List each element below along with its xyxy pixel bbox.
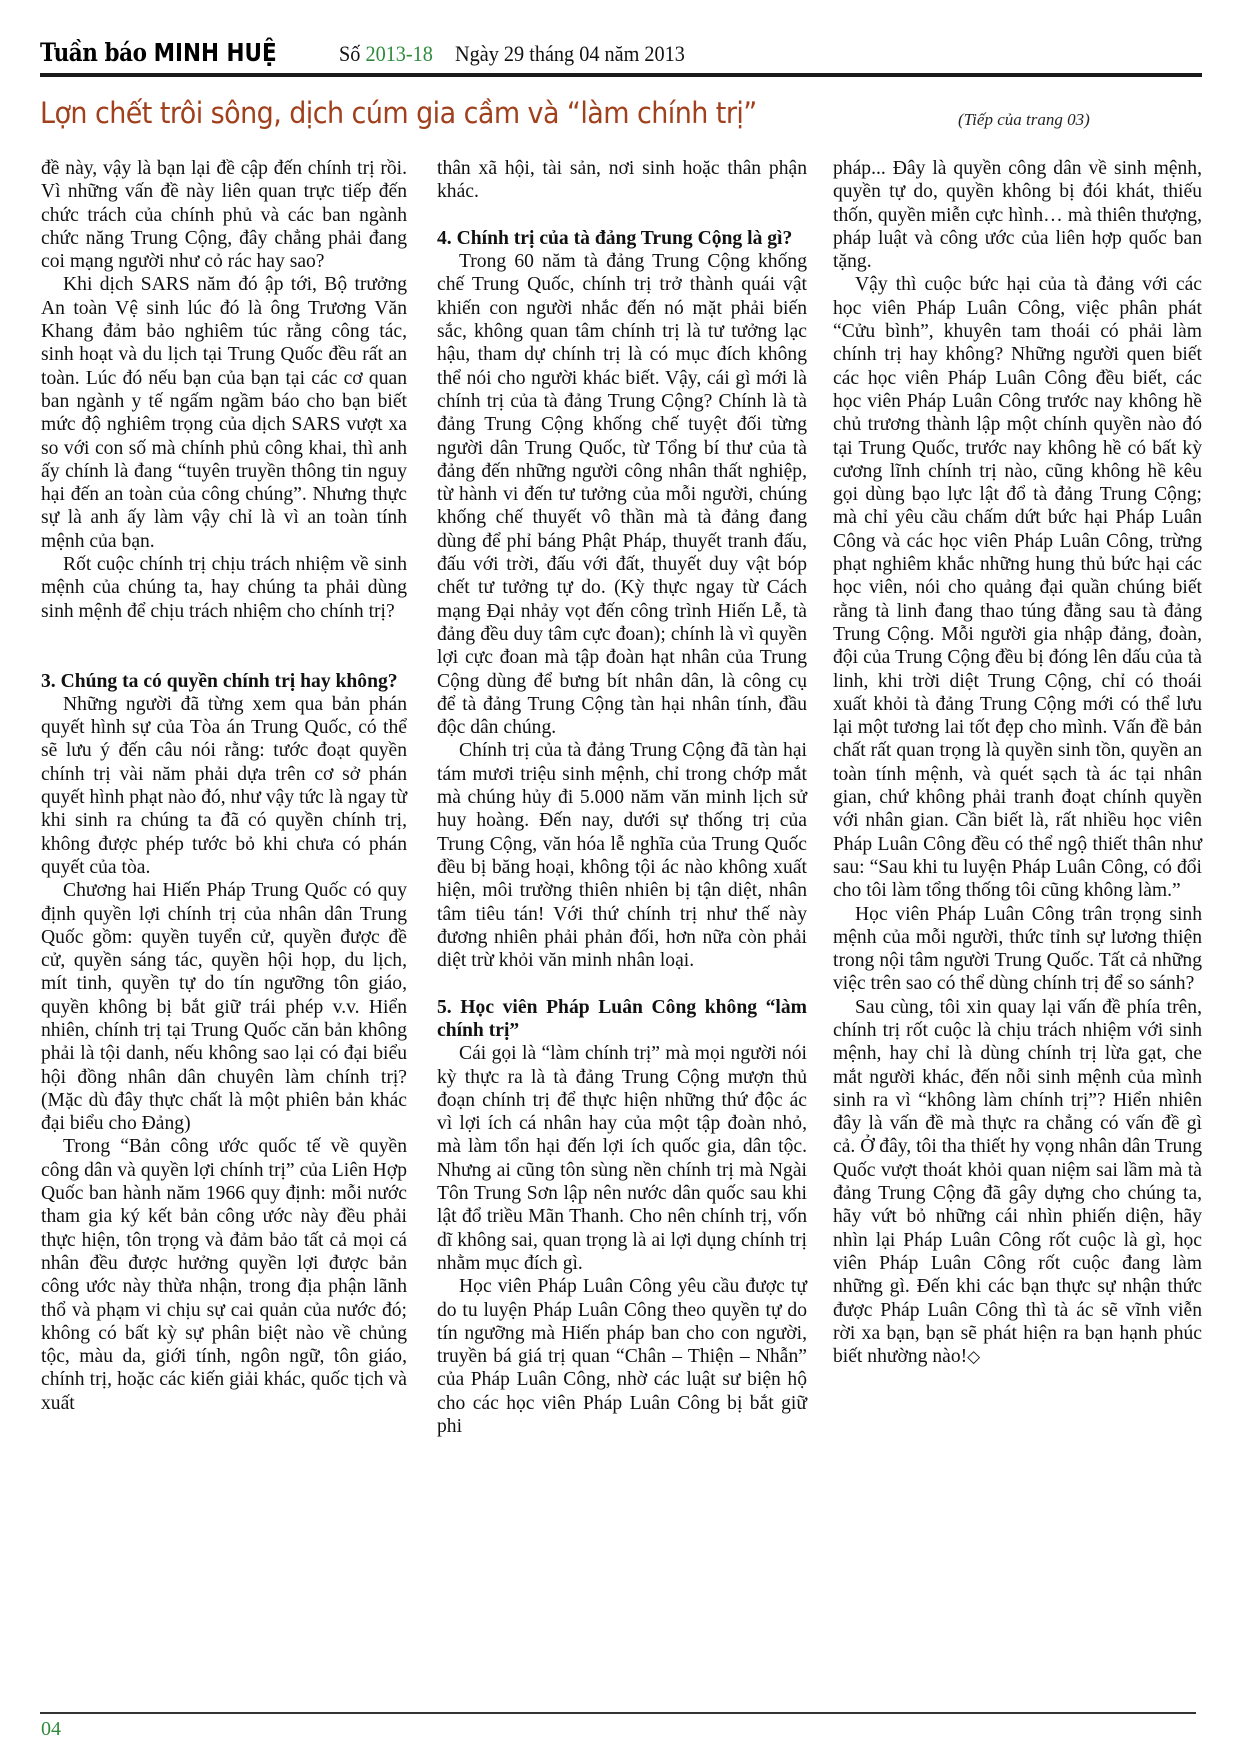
paper-brand: MINH HUỆ xyxy=(153,38,277,67)
paragraph: Trong 60 năm tà đảng Trung Cộng khống chế Trung Quốc, chính trị trở thành quái vật khiến con người nhắc đến nó mặt phải biến sắc, không quan tâm chính trị là tư tưởng lạc hậu, tham dự chính trị là có mục đích không thể nói cho người khác biết. Vậy, cái gì mới là chính trị của tà đảng Trung Cộng? Chính là tà đảng Trung Cộng khống chế tuyệt đối từng người dân Trung Quốc, từ Tổng bí thư của tà đảng đến những người công nhân thất nghiệp, từ hành vi đến tư tưởng của mỗi người, chúng khống chế thuyết vô thần mà tà đảng đang dùng để phỉ báng Phật Pháp, thuyết tranh đấu, đấu với trời, đấu với đất, thuyết duy vật bóp chết tư tưởng tự do. (Kỳ thực ngay từ Cách mạng Đại nhảy vọt đến công trình Hiến Lễ, tà đảng đều duy tâm cực đoan); chính là vì quyền lợi cực đoan mà tập đoàn hạt nhân của Trung Cộng dùng để bưng bít nhân dân, là công cụ để tà đảng Trung Cộng tàn hại nhân tính, đầu độc dân chúng. xyxy=(437,251,807,739)
spacer xyxy=(41,646,407,669)
column-3 xyxy=(833,157,1202,1369)
masthead xyxy=(40,38,1200,78)
paragraph: Cái gọi là “làm chính trị” mà mọi người nói kỳ thực ra là tà đảng Trung Cộng mượn thủ đoạn chính trị để thực hiện những thứ độc ác vì lợi ích cá nhân hay của một tập đoàn nhỏ, mà làm tổn hại đến lợi ích quốc gia, dân tộc. Nhưng ai cũng tôn sùng nền chính trị mà Ngài Tôn Trung Sơn lập nên nước dân quốc sau khi lật đổ triều Mãn Thanh. Cho nên chính trị, vốn dĩ không sai, quan trọng là ai lợi dụng chính trị nhằm mục đích gì. xyxy=(437,1043,807,1274)
paragraph: pháp... Đây là quyền công dân về sinh mệnh, quyền tự do, quyền không bị đói khát, thiếu thốn, quyền miễn cực hình… mà thiên thượng, pháp luật và công ước của liên hợp quốc ban tặng. xyxy=(833,158,1202,273)
paragraph: Học viên Pháp Luân Công yêu cầu được tự do tu luyện Pháp Luân Công theo quyền tự do tín ngưỡng mà Hiến pháp ban cho con người, truyền bá giá trị quan “Chân – Thiện – Nhẫn” của Pháp Luân Công, nhờ các luật sư biện hộ cho các học viên Pháp Luân Công bị bắt giữ phi xyxy=(437,1276,807,1438)
footer-rule xyxy=(437,1712,829,1714)
paragraph: Học viên Pháp Luân Công trân trọng sinh mệnh của mỗi người, thức tỉnh sự lương thiện trong nội tâm người Trung Quốc. Tất cả những việc trên sao có thể dùng chính trị để so sánh? xyxy=(833,903,1202,995)
article-title-row xyxy=(40,96,1200,142)
column-2 xyxy=(437,157,807,1438)
paper-name xyxy=(40,38,277,67)
article-title: Lợn chết trôi sông, dịch cúm gia cầm và “làm chính trị” xyxy=(40,96,757,130)
spacer xyxy=(437,972,807,995)
continued-from-note: (Tiếp của trang 03) xyxy=(958,110,1090,129)
issue-date: Ngày 29 tháng 04 năm 2013 xyxy=(455,41,686,66)
paragraph: Rốt cuộc chính trị chịu trách nhiệm về sinh mệnh của chúng ta, hay chúng ta phải dùng sinh mệnh để chịu trách nhiệm cho chính trị? xyxy=(41,554,407,622)
paragraph: đề này, vậy là bạn lại đề cập đến chính trị rồi. Vì những vấn đề này liên quan trực tiếp đến chức trách của chính phủ và các ban ngành chức năng Trung Cộng, đây chẳng phải đang coi mạng người như cỏ rác hay sao? xyxy=(41,158,407,273)
paragraph: Vậy thì cuộc bức hại của tà đảng với các học viên Pháp Luân Công, việc phân phát “Cửu bình”, khuyên tam thoái có phải làm chính trị hay không? Những người quen biết các học viên Pháp Luân Công đều biết, các học viên Pháp Luân Công trước nay không hề chủ trương thành lập một chính quyền nào đó tại Trung Quốc, trước nay không hề có bất kỳ cương lĩnh chính trị nào, cũng không hề kêu gọi dùng bạo lực lật đổ tà đảng Trung Cộng; mà chỉ yêu cầu chấm dứt bức hại Pháp Luân Công và các học viên Pháp Luân Công, trừng phạt nghiêm khắc những hung thủ bức hại các học viên, nói cho quảng đại quần chúng biết rằng tà linh đang thao túng đằng sau tà đảng Trung Cộng. Mỗi người gia nhập đảng, đoàn, đội của Trung Cộng đều bị đóng lên dấu của tà linh, khi trời diệt Trung Cộng, chỉ có thoái xuất khỏi tà đảng Trung Cộng mới có thể lưu lại một tương lai tốt đẹp cho mình. Vấn đề bản chất rất quan trọng là quyền sinh tồn, quyền an toàn tính mệnh, và quét sạch tà ác tại nhân gian, chứ không phải tranh đoạt chính quyền với nhân gian. Cần biết là, rất nhiều học viên Pháp Luân Công đều có thể ngộ thiết thân như sau: “Sau khi tu luyện Pháp Luân Công, có đổi cho tôi làm tổng thống tôi cũng không làm.” xyxy=(833,274,1202,902)
paragraph: Những người đã từng xem qua bản phán quyết hình sự của Tòa án Trung Quốc, có thể sẽ lưu ý đến câu nói rằng: tước đoạt quyền chính trị vài năm phải dựa trên cơ sở phán quyết hình phạt nào đó, như vậy tức là ngay từ khi sinh ra chúng ta đã có quyền chính trị, không được phép tước bỏ khi chưa có phán quyết của tòa. xyxy=(41,693,407,878)
page-number: 04 xyxy=(41,1718,61,1740)
spacer xyxy=(41,623,407,646)
footer-rule xyxy=(829,1712,1196,1714)
paper-prefix: Tuần báo xyxy=(40,38,147,67)
paragraph-final xyxy=(833,996,1202,1370)
issue-info xyxy=(339,41,433,67)
spacer xyxy=(437,204,807,227)
paragraph: Chính trị của tà đảng Trung Cộng đã tàn hại tám mươi triệu sinh mệnh, chỉ trong chớp mắt mà chúng hủy đi 5.000 năm văn minh lịch sử huy hoàng. Đến nay, dưới sự thống trị của Trung Cộng, văn hóa lễ nghĩa của Trung Quốc đều bị băng hoại, không tội ác nào không xuất hiện, môi trường thiên nhiên bị tận diệt, nhân tâm tiêu tán! Với thứ chính trị như thế này đương nhiên phải phản đối, hơn nữa còn phải diệt trừ khỏi văn minh nhân loại. xyxy=(437,740,807,972)
issue-number: 2013-18 xyxy=(365,41,434,66)
paragraph: thân xã hội, tài sản, nơi sinh hoặc thân phận khác. xyxy=(437,158,807,203)
header-rule xyxy=(40,73,1202,77)
footer-rule xyxy=(40,1712,460,1714)
paragraph: Chương hai Hiến Pháp Trung Quốc có quy định quyền lợi chính trị của nhân dân Trung Quốc gồm: quyền tuyển cử, quyền được đề cử, quyền sáng tác, quyền hội họp, du lịch, mít tinh, quyền tự do tín ngưỡng tôn giáo, quyền không bị bắt giữ trái phép v.v. Hiển nhiên, chính trị tại Trung Quốc căn bản không phải là tội danh, nếu không sao lại có đại biểu hội đồng nhân dân chuyên làm chính trị? (Mặc dù đây thực chất là một phiên bản khác đại biểu cho Đảng) xyxy=(41,880,407,1135)
section-heading-3: 3. Chúng ta có quyền chính trị hay không? xyxy=(41,670,398,692)
paragraph: Trong “Bản công ước quốc tế về quyền công dân và quyền lợi chính trị” của Liên Hợp Quốc ban hành năm 1966 quy định: mỗi nước tham gia ký kết bản công ước này đều phải thực hiện, tôn trọng và đảm bảo tất cả mọi cá nhân đều được hưởng quyền lợi được bản công ước này thừa nhận, trong địa phận lãnh thổ và phạm vi chịu sự cai quản của nước đó; không có bất kỳ sự phân biệt nào về chủng tộc, màu da, giới tính, ngôn ngữ, tôn giáo, chính trị, hoặc các kiến giải khác, quốc tịch và xuất xyxy=(41,1136,407,1414)
column-1 xyxy=(41,157,407,1415)
end-of-article-diamond-icon: ◇ xyxy=(967,1347,981,1368)
section-heading-4: 4. Chính trị của tà đảng Trung Cộng là gì? xyxy=(437,227,793,249)
section-heading-5: 5. Học viên Pháp Luân Công không “làm chính trị” xyxy=(437,996,807,1041)
issue-label: Số xyxy=(339,41,361,66)
final-paragraph-text: Sau cùng, tôi xin quay lại vấn đề phía trên, chính trị rốt cuộc là chịu trách nhiệm với sinh mệnh, hay chỉ là dùng chính trị lừa gạt, che mắt người khác, đến nỗi sinh mệnh của mình sinh ra vì “không làm chính trị”? Hiển nhiên đây là vấn đề mà thực ra chẳng có vấn đề gì cả. Ở đây, tôi tha thiết hy vọng nhân dân Trung Quốc vượt thoát khỏi quan niệm sai lầm mà tà đảng Trung Cộng đã gây dựng cho chúng ta, hãy vứt bỏ những cái nhìn phiến diện, hãy nhìn lại Pháp Luân Công rốt cuộc là gì, học viên Pháp Luân Công rốt cuộc đang làm những gì. Đến khi các bạn thực sự nhận thức được Pháp Luân Công thì tà ác sẽ vĩnh viễn rời xa bạn, bạn sẽ phát hiện ra bạn hạnh phúc biết nhường nào! xyxy=(833,996,1202,1368)
paragraph: Khi dịch SARS năm đó ập tới, Bộ trưởng An toàn Vệ sinh lúc đó là ông Trương Văn Khang đảm bảo nghiêm túc rằng công tác, sinh hoạt và du lịch tại Trung Quốc đều rất an toàn. Lúc đó nếu bạn của bạn tại các cơ quan ban ngành y tế ngấm ngầm báo cho bạn biết mức độ nghiêm trọng của dịch SARS vượt xa so với con số mà chính phủ công khai, thì anh ấy chính là đang “tuyên truyền thông tin nguy hại đến an toàn của công chúng”. Nhưng thực sự là anh ấy làm vậy chỉ là vì an toàn tính mệnh của bạn. xyxy=(41,274,407,552)
